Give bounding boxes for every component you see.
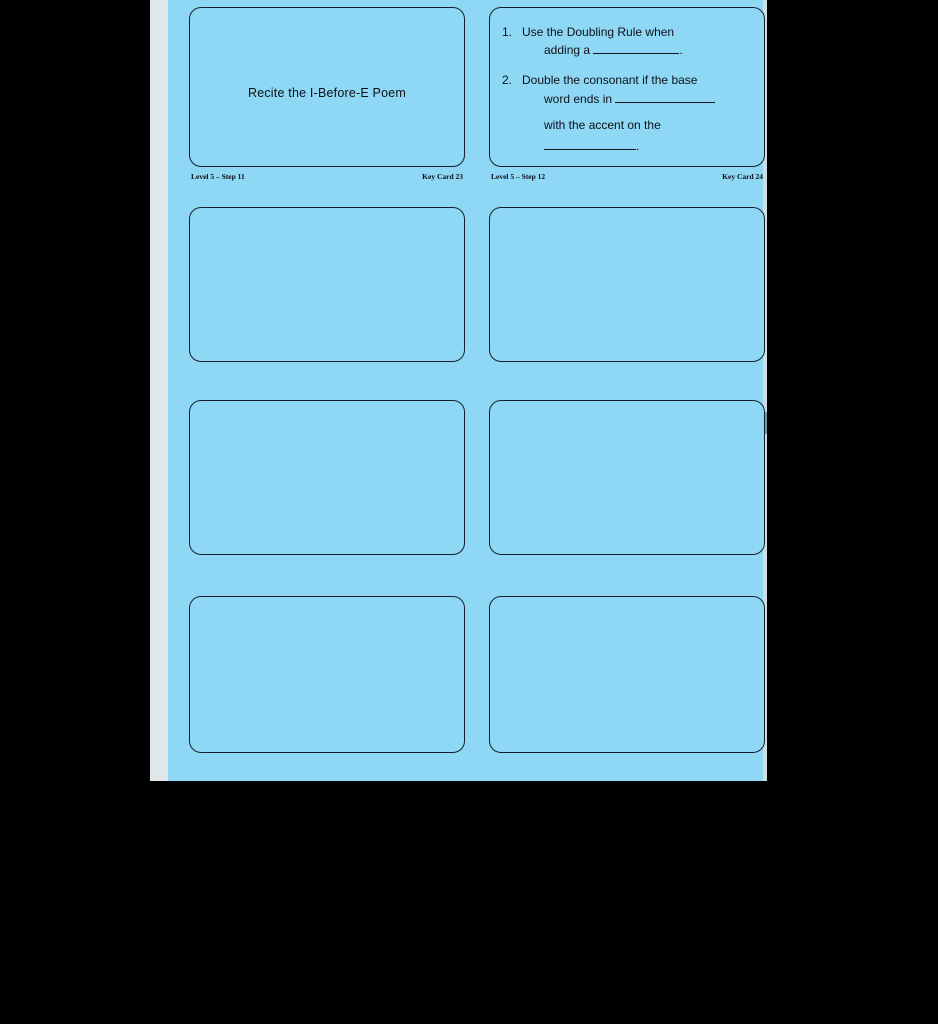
card-24[interactable] — [489, 7, 765, 167]
rule-item-1 — [502, 24, 754, 58]
card-23-body: Recite the I-Before-E Poem — [247, 86, 407, 100]
card-blank-5[interactable] — [189, 596, 465, 753]
rule-2-final-blank-line — [522, 138, 754, 154]
card-24-rule-list — [502, 24, 754, 168]
rule-2-blank-2[interactable] — [544, 149, 636, 150]
rule-2-text: Double the consonant if the base — [522, 73, 698, 88]
rule-2-continuation-line — [522, 91, 754, 107]
rule-2-number: 2. — [502, 73, 513, 88]
printed-sheet — [150, 0, 767, 781]
rule-1-number: 1. — [502, 25, 513, 39]
card-23-footer-card: Key Card 23 — [422, 172, 463, 181]
cards-area — [168, 0, 763, 781]
rule-2-continuation: word ends in — [544, 91, 613, 106]
rule-2-extra-text: with the accent on the — [544, 117, 661, 132]
rule-1-continuation-line — [522, 42, 754, 58]
sheet-left-margin — [150, 0, 168, 781]
rule-1-continuation: adding a — [544, 43, 591, 58]
card-23[interactable] — [189, 7, 465, 167]
card-blank-1[interactable] — [189, 207, 465, 362]
card-23-footer-step: Level 5 – Step 11 — [191, 172, 245, 181]
card-blank-6[interactable] — [489, 596, 765, 753]
card-24-footer-step: Level 5 – Step 12 — [491, 172, 546, 181]
rule-2-extra-line — [522, 117, 754, 133]
card-blank-2[interactable] — [489, 207, 765, 362]
card-23-footer — [189, 172, 465, 184]
rule-2-blank[interactable] — [615, 102, 715, 103]
rule-1-tail: . — [679, 43, 683, 58]
card-24-footer — [489, 172, 765, 184]
rule-1-text: Use the Doubling Rule when — [522, 25, 675, 39]
rule-1-blank[interactable] — [593, 53, 679, 54]
card-blank-4[interactable] — [489, 400, 765, 555]
rule-2-tail: . — [636, 138, 640, 153]
rule-item-2 — [502, 72, 754, 154]
card-blank-3[interactable] — [189, 400, 465, 555]
card-24-footer-card: Key Card 24 — [722, 172, 763, 181]
